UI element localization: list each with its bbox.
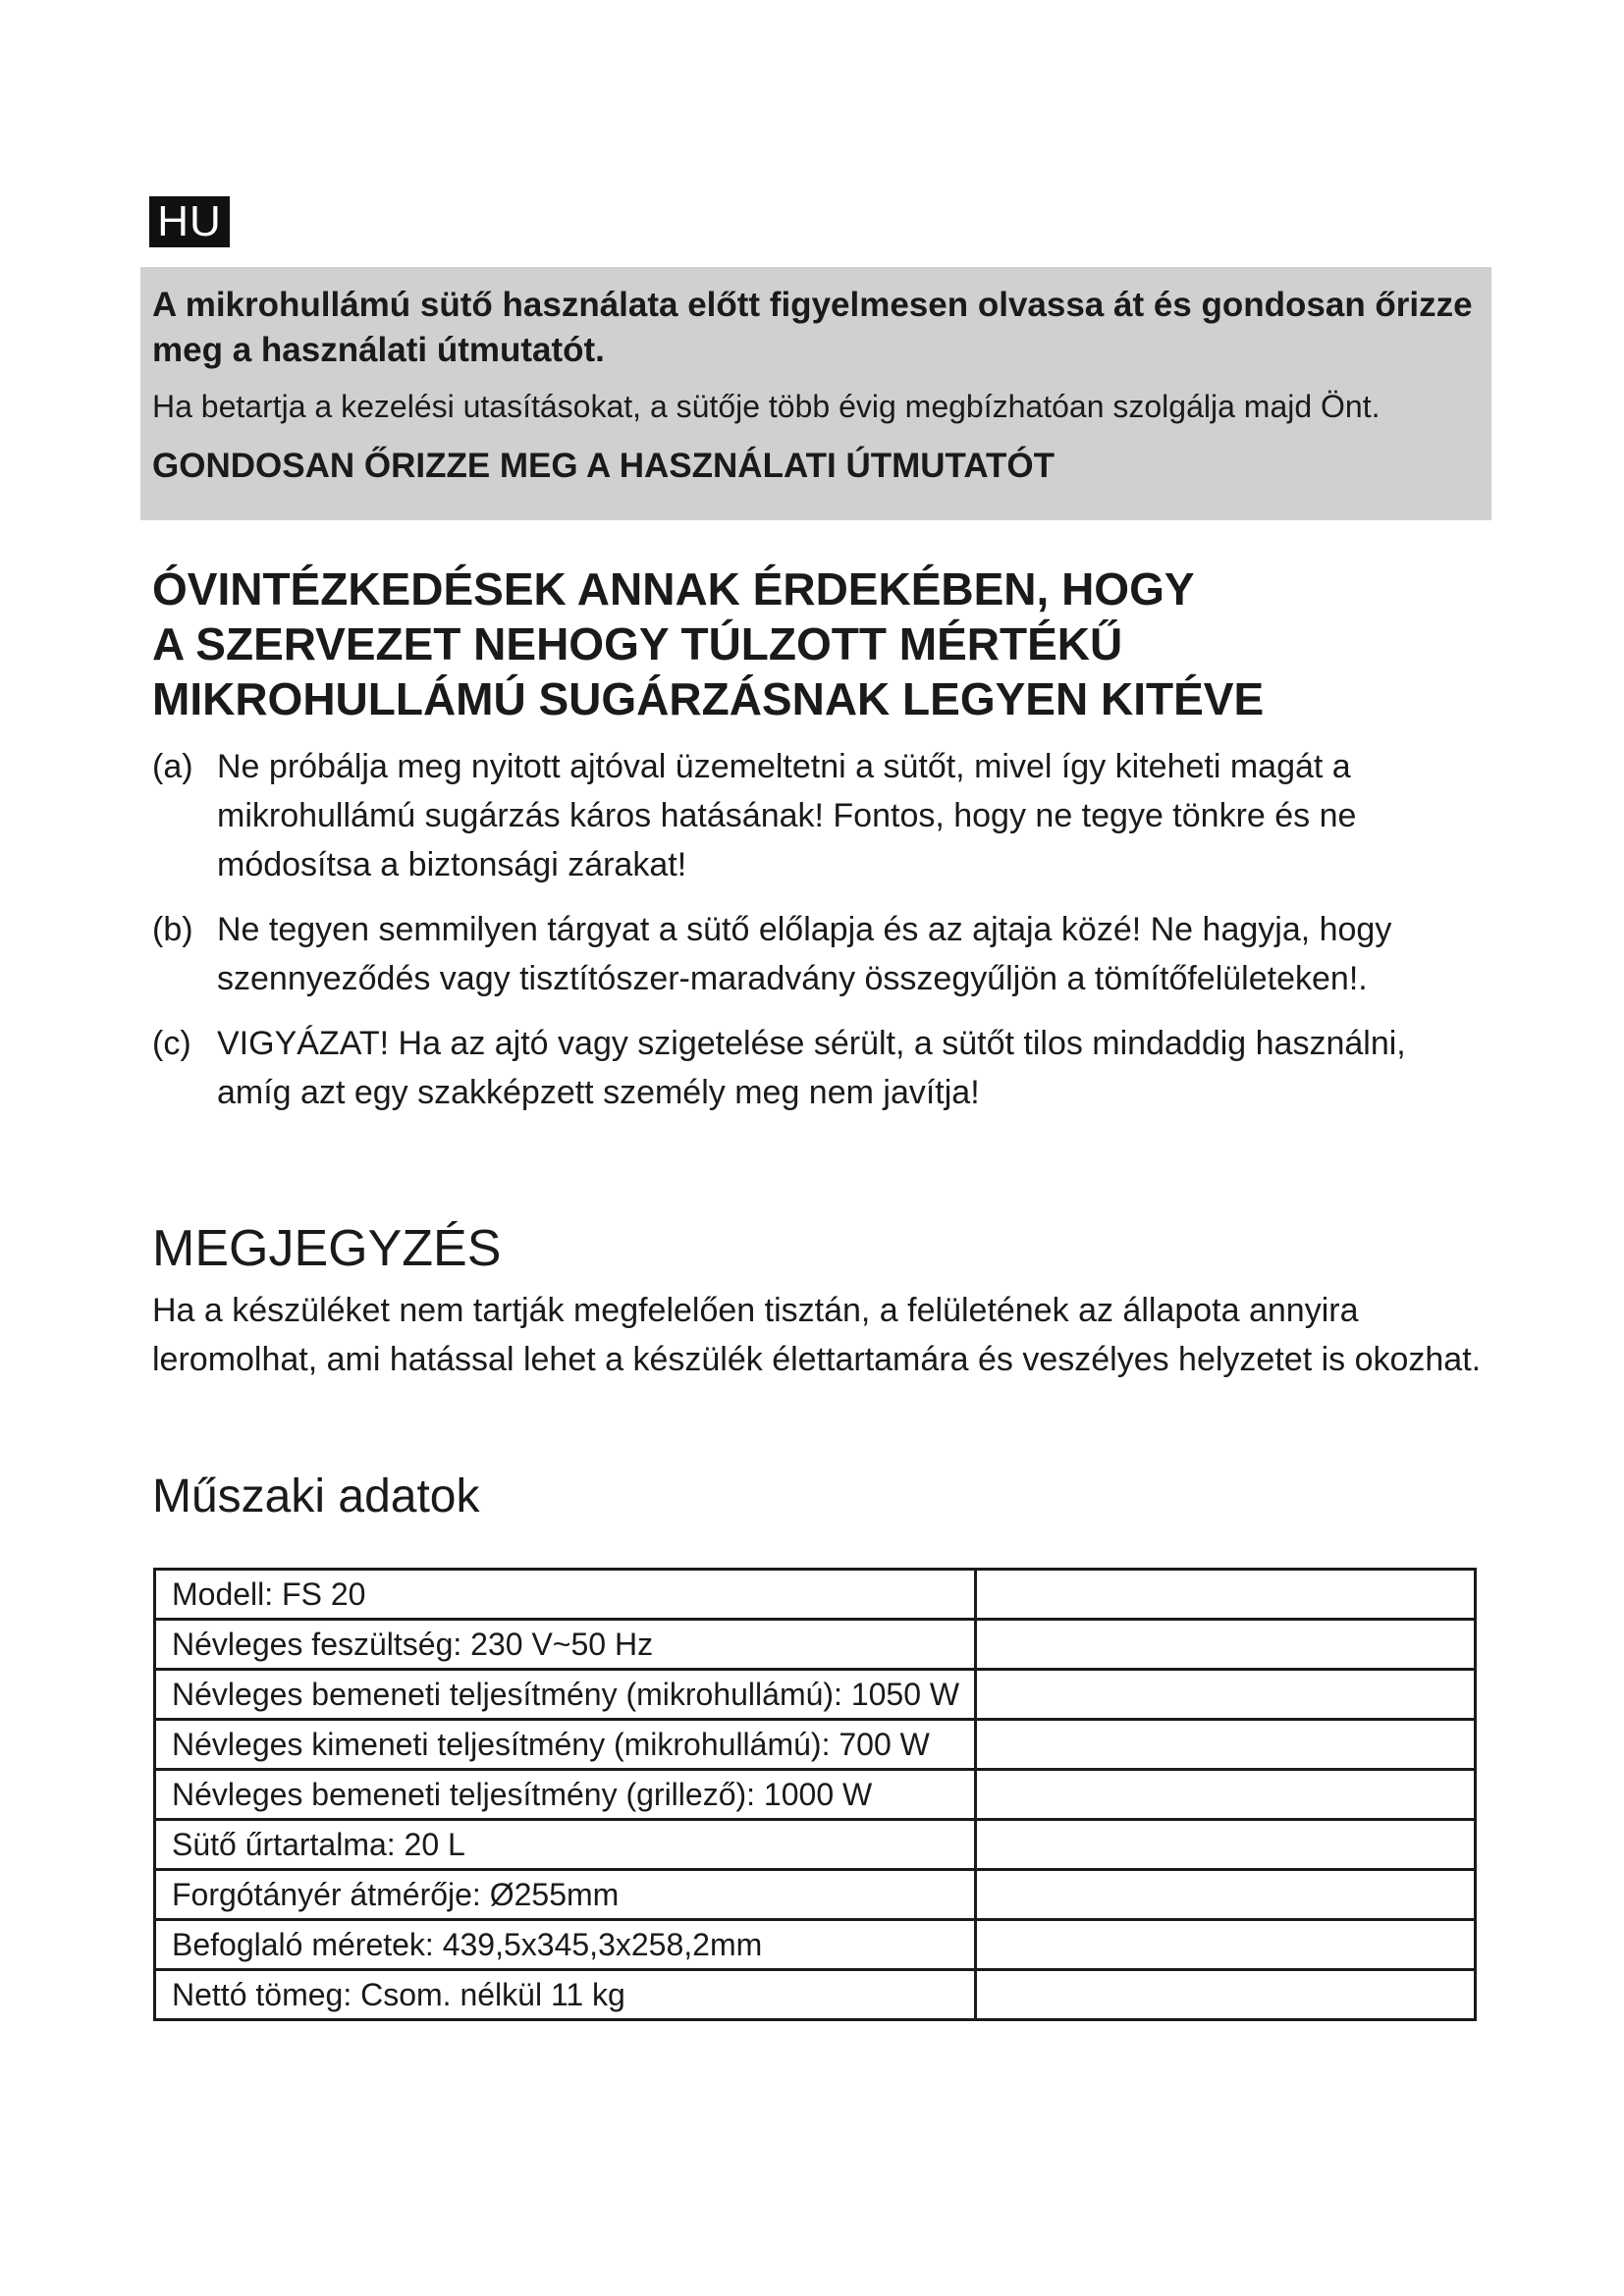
spec-cell: Befoglaló méretek: 439,5x345,3x258,2mm <box>155 1920 976 1970</box>
table-row <box>155 1670 1476 1720</box>
table-row <box>155 1770 1476 1820</box>
specs-title: Műszaki adatok <box>152 1470 480 1522</box>
empty-cell <box>976 1620 1476 1670</box>
empty-cell <box>976 1570 1476 1620</box>
note-text: Ha a készüléket nem tartják megfelelően tisztán, a felületének az állapota annyira leromolhat, ami hatással lehet a készülék élettartamára és veszélyes helyzetet is okozhat. <box>152 1292 1482 1378</box>
list-text: Ne tegyen semmilyen tárgyat a sütő előlapja és az ajtaja közé! Ne hagyja, hogy szennyeződés vagy tisztítószer-maradvány összegyűljön a tömítőfelületeken!. <box>217 911 1392 997</box>
table-row <box>155 1970 1476 2020</box>
list-text: Ne próbálja meg nyitott ajtóval üzemeltetni a sütőt, mivel így kiteheti magát a mikrohullámú sugárzás káros hatásának! Fontos, hogy ne tegye tönkre és ne módosítsa a biztonsági zárakat! <box>217 748 1357 883</box>
list-item <box>152 1019 1488 1117</box>
empty-cell <box>976 1670 1476 1720</box>
precautions-heading-line: ÓVINTÉZKEDÉSEK ANNAK ÉRDEKÉBEN, HOGY <box>152 563 1195 614</box>
list-item <box>152 742 1488 889</box>
empty-cell <box>976 1920 1476 1970</box>
table-row <box>155 1870 1476 1920</box>
precautions-heading-line: A SZERVEZET NEHOGY TÚLZOTT MÉRTÉKŰ <box>152 618 1123 669</box>
empty-cell <box>976 1770 1476 1820</box>
spec-cell: Nettó tömeg: Csom. nélkül 11 kg <box>155 1970 976 2020</box>
table-row <box>155 1920 1476 1970</box>
spec-cell: Névleges kimeneti teljesítmény (mikrohullámú): 700 W <box>155 1720 976 1770</box>
list-item <box>152 905 1488 1003</box>
notice-bold-text: A mikrohullámú sütő használata előtt figyelmesen olvassa át és gondosan őrizze meg a használati útmutatót. <box>152 286 1473 369</box>
empty-cell <box>976 1720 1476 1770</box>
notice-normal-text: Ha betartja a kezelési utasításokat, a sütője több évig megbízhatóan szolgálja majd Önt. <box>152 389 1380 424</box>
list-text: VIGYÁZAT! Ha az ajtó vagy szigetelése sérült, a sütőt tilos mindaddig használni, amíg azt egy szakképzett személy meg nem javítja! <box>217 1025 1406 1111</box>
language-badge: HU <box>149 196 230 247</box>
list-marker: (b) <box>152 911 193 948</box>
list-marker: (c) <box>152 1025 191 1062</box>
spec-cell: Sütő űrtartalma: 20 L <box>155 1820 976 1870</box>
spec-cell: Modell: FS 20 <box>155 1570 976 1620</box>
precautions-heading-line: MIKROHULLÁMÚ SUGÁRZÁSNAK LEGYEN KITÉVE <box>152 673 1265 724</box>
specs-table <box>153 1568 1477 2021</box>
spec-cell: Névleges feszültség: 230 V~50 Hz <box>155 1620 976 1670</box>
note-title: MEGJEGYZÉS <box>152 1220 502 1277</box>
table-row <box>155 1620 1476 1670</box>
table-row <box>155 1570 1476 1620</box>
precautions-list <box>152 742 1488 1133</box>
list-marker: (a) <box>152 748 193 785</box>
table-row <box>155 1720 1476 1770</box>
table-row <box>155 1820 1476 1870</box>
spec-cell: Forgótányér átmérője: Ø255mm <box>155 1870 976 1920</box>
spec-cell: Névleges bemeneti teljesítmény (mikrohullámú): 1050 W <box>155 1670 976 1720</box>
empty-cell <box>976 1870 1476 1920</box>
precautions-heading <box>152 561 1429 726</box>
empty-cell <box>976 1970 1476 2020</box>
spec-cell: Névleges bemeneti teljesítmény (grillező): 1000 W <box>155 1770 976 1820</box>
empty-cell <box>976 1820 1476 1870</box>
notice-caps-text: GONDOSAN ŐRIZZE MEG A HASZNÁLATI ÚTMUTATÓT <box>152 447 1055 485</box>
notice-box <box>140 267 1491 520</box>
